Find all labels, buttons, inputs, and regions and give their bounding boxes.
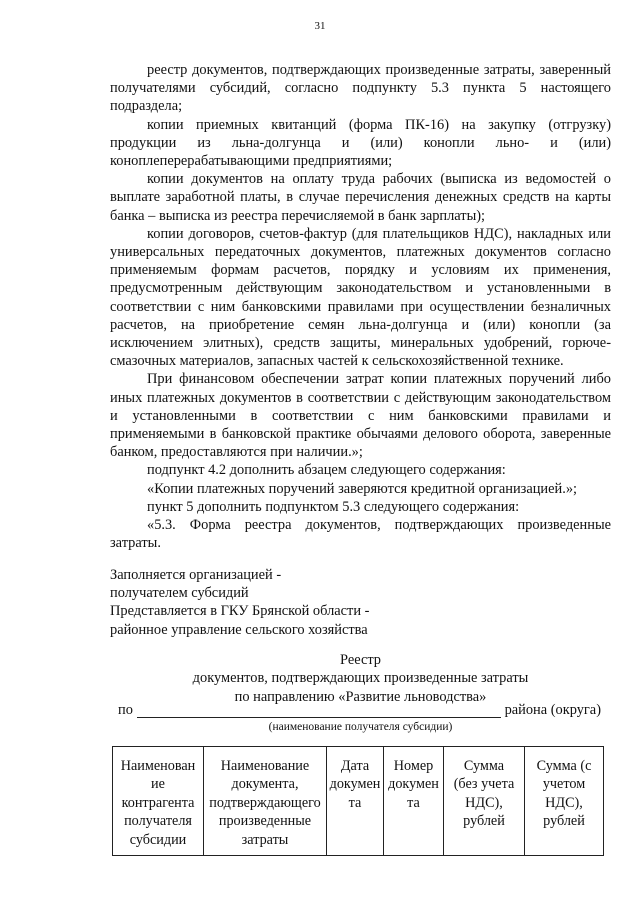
paragraph: пункт 5 дополнить подпунктом 5.3 следующего содержания: — [147, 498, 520, 515]
registry-title: Реестр — [340, 652, 381, 668]
po-label: по — [118, 702, 133, 718]
registry-table — [112, 746, 604, 856]
paragraph: «Копии платежных поручений заверяются кредитной организацией.»; — [147, 480, 578, 497]
registry-heading — [110, 651, 611, 706]
meta-line: получателем субсидий — [110, 585, 249, 602]
paragraph: подпункт 4.2 дополнить абзацем следующего содержания: — [147, 462, 506, 479]
header-counterparty: Наименован ие контрагента получателя субсидии — [113, 747, 204, 856]
form-meta — [110, 566, 369, 639]
paragraph: копии приемных квитанций (форма ПК-16) на закупку (отгрузку) продукции из льна-долгунца и (или) конопли льно- и (или) коноплеперерабатывающими предприятиями; — [110, 116, 611, 170]
paragraph: реестр документов, подтверждающих произведенные затраты, заверенный получателями субсидий, согласно подпункту 5.3 пункта 5 настоящего подраздела; — [110, 62, 611, 115]
header-document-date: Дата докумен та — [327, 747, 384, 856]
body-text — [110, 61, 611, 552]
registry-subtitle: документов, подтверждающих произведенные затраты — [192, 670, 529, 687]
paragraph: копии документов на оплату труда рабочих (выписка из ведомостей о выплате заработной платы, в случае перечисления денежных средств на карты банка – выписка из реестра перечисляемой в банк зарплаты); — [110, 171, 611, 224]
paragraph: копии договоров, счетов-фактур (для плательщиков НДС), накладных или универсальных передаточных документов, платежных документов согласно применяемым формам расчетов, порядку и условиям их применения, предусмотренным действующим законодательством и установленными в соответствии с ним банковскими правилами при осуществлении безналичных расчетов, на приобретение семян льна-долгунца и (или) конопли (за исключением элитных), средств защиты, минеральных удобрений, горюче-смазочных материалов, запасных частей к сельскохозяйственной технике. — [110, 225, 611, 370]
meta-line: Представляется в ГКУ Брянской области - — [110, 603, 370, 620]
paragraph: «5.3. Форма реестра документов, подтверждающих произведенные затраты. — [110, 517, 611, 552]
registry-direction: по направлению «Развитие льноводства» — [234, 688, 487, 705]
meta-line: районное управление сельского хозяйства — [110, 621, 368, 638]
header-sum-with-vat: Сумма (с учетом НДС), рублей — [525, 747, 604, 856]
table-header-row — [113, 747, 604, 856]
recipient-blank-line — [137, 717, 501, 718]
meta-line: Заполняется организацией - — [110, 567, 282, 583]
paragraph: При финансовом обеспечении затрат копии платежных поручений либо иных платежных документов в соответствии с действующим законодательством и установленными в соответствии с ним банковскими правилами и применяемыми в банковской практике обычаями делового оборота, заверенные банком, предоставляются при наличии.»; — [110, 371, 611, 461]
header-document-number: Номер докумен та — [384, 747, 444, 856]
header-sum-without-vat: Сумма (без учета НДС), рублей — [444, 747, 525, 856]
region-label: района (округа) — [504, 702, 601, 718]
recipient-line — [110, 702, 611, 720]
recipient-caption: (наименование получателя субсидии) — [268, 721, 453, 733]
header-document-name: Наименование документа, подтверждающего произведенные затраты — [204, 747, 327, 856]
page-number: 31 — [314, 20, 326, 32]
